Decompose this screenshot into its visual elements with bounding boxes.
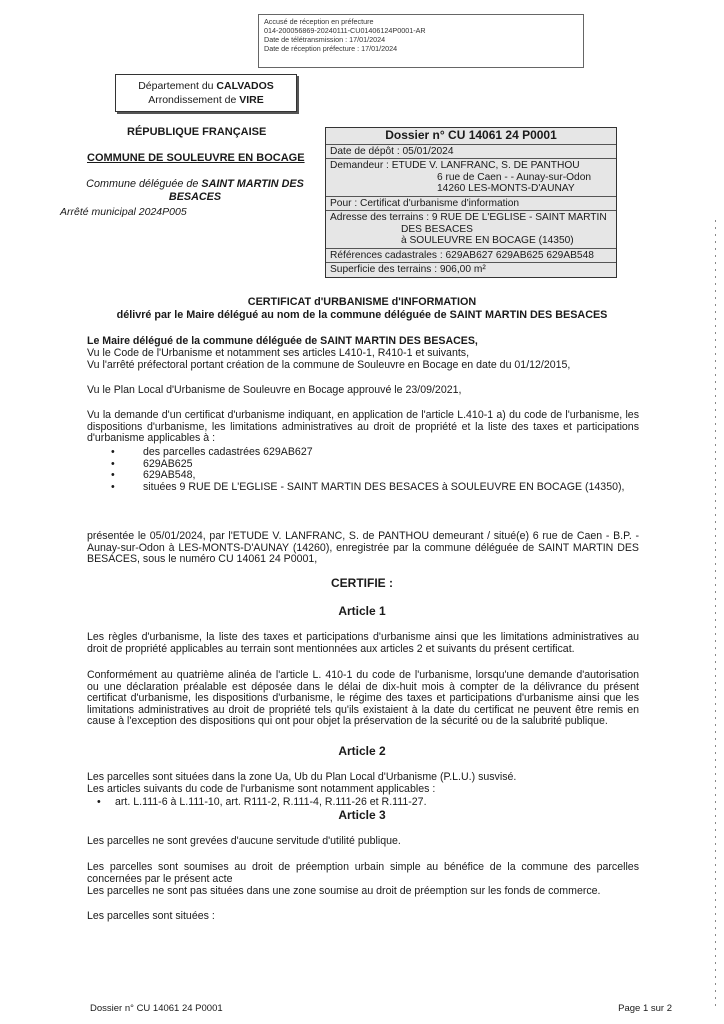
arr-prefix: Arrondissement de [148, 94, 240, 106]
vu-demande: Vu la demande d'un certificat d'urbanisme indiquant, en application de l'article L.410-1 a) du code de l'urbanisme, les dispositions d'urbanisme, les limitations administratives au droit de propriété et la liste des taxes et participations d'urbanisme applicables à : [87, 409, 639, 445]
demandeur-address: 6 rue de Caen - - Aunay-sur-Odon [437, 171, 592, 183]
article-1-para-1: Les règles d'urbanisme, la liste des taxes et participations d'urbanisme ainsi que les limitations administratives au droit de propriété applicables au terrain sont mentionnées aux articles 2 et suivants du présent certificat. [87, 631, 639, 655]
deleguee-prefix: Commune déléguée de [86, 178, 202, 190]
stamp-line: Date de réception préfecture : 17/01/2024 [264, 44, 398, 53]
terrain-address-l2: DES BESACES [401, 223, 473, 235]
dossier-number: Dossier n° CU 14061 24 P0001 [385, 128, 557, 142]
terrain-address-l3: à SOULEUVRE EN BOCAGE (14350) [401, 235, 574, 246]
article-1-heading: Article 1 [338, 604, 386, 618]
certificate-title: CERTIFICAT d'URBANISME d'INFORMATION [247, 296, 477, 308]
request-type: Pour : Certificat d'urbanisme d'information [326, 196, 616, 211]
article-3-para-1: Les parcelles ne sont grevées d'aucune servitude d'utilité publique. [87, 835, 401, 847]
list-item: • 629AB548, [111, 469, 196, 482]
republique-heading: RÉPUBLIQUE FRANÇAISE [127, 126, 267, 138]
list-item: • 629AB625 [111, 457, 193, 470]
terrain-area: Superficie des terrains : 906,00 m² [326, 262, 616, 277]
list-item: • situées 9 RUE DE L'EGLISE - SAINT MARTIN DES BESACES à SOULEUVRE EN BOCAGE (14350), [111, 480, 625, 493]
maire-line: Le Maire délégué de la commune déléguée de SAINT MARTIN DES BESACES, [87, 335, 478, 347]
article-2-para-1: Les parcelles sont situées dans la zone Ua, Ub du Plan Local d'Urbanisme (P.L.U.) susvisé. [87, 771, 517, 783]
commune-heading: COMMUNE DE SOULEUVRE EN BOCAGE [87, 152, 305, 164]
article-2-list [97, 797, 427, 809]
article-2-heading: Article 2 [338, 744, 386, 758]
department-box [115, 74, 297, 112]
dept-prefix: Département du [138, 80, 217, 92]
vu-plu: Vu le Plan Local d'Urbanisme de Souleuvre en Bocage approuvé le 23/09/2021, [87, 384, 462, 396]
article-3-para-4: Les parcelles sont situées : [87, 910, 215, 922]
arr-name: VIRE [239, 94, 264, 106]
scan-edge-line [715, 220, 716, 1010]
date-depot: Date de dépôt : 05/01/2024 [326, 144, 616, 159]
terrain-address-l1: Adresse des terrains : 9 RUE DE L'EGLISE - SAINT MARTIN [330, 212, 607, 223]
vu-arrete: Vu l'arrêté préfectoral portant création de la commune de Souleuvre en Bocage en date du 01/12/2015, [87, 359, 571, 371]
demandeur-name: Demandeur : ETUDE V. LANFRANC, S. DE PANTHOU [330, 160, 580, 171]
dossier-info-box [325, 127, 617, 278]
stamp-line: Date de télétransmission : 17/01/2024 [264, 35, 386, 44]
certifie-heading: CERTIFIE : [331, 576, 393, 590]
article-3-para-3: Les parcelles ne sont pas situées dans une zone soumise au droit de préemption sur les fonds de commerce. [87, 885, 601, 897]
terrain-address [326, 210, 616, 248]
vu-code: Vu le Code de l'Urbanisme et notamment ses articles L410-1, R410-1 et suivants, [87, 347, 470, 359]
article-1-para-2: Conformément au quatrième alinéa de l'article L. 410-1 du code de l'urbanisme, lorsqu'une demande d'autorisation ou une déclaration préalable est déposée dans le délai de dix-huit mois à compter de la délivrance du présent certificat d'urbanisme, les dispositions d'urbanisme, le régime des taxes et participations d'urbanisme ainsi que les limitations administratives au droit de propriété tels qu'ils existaient à la date du certificat ne peuvent être remis en cause à l'exception des dispositions qui ont pour objet la préservation de la sécurité ou de la salubrité publique. [87, 669, 639, 728]
cadastral-refs: Références cadastrales : 629AB627 629AB625 629AB548 [326, 248, 616, 263]
stamp-line: 014-200056869-20240111-CU01406124P0001-AR [264, 26, 426, 35]
article-3-para-2: Les parcelles sont soumises au droit de préemption urbain simple au bénéfice de la commune des parcelles concernées par le présent acte [87, 861, 639, 885]
certificate-subtitle: délivré par le Maire délégué au nom de la commune déléguée de SAINT MARTIN DES BESACES [116, 309, 608, 321]
article-3-heading: Article 3 [338, 808, 386, 822]
deleguee-name: SAINT MARTIN DES BESACES [168, 178, 304, 203]
article-2-para-2: Les articles suivants du code de l'urbanisme sont notamment applicables : [87, 783, 436, 795]
list-item: • art. L.111-6 à L.111-10, art. R111-2, R.111-4, R.111-26 et R.111-27. [97, 796, 427, 808]
commune-deleguee [82, 178, 308, 204]
arrete-number: Arrêté municipal 2024P005 [60, 206, 187, 218]
footer-dossier: Dossier n° CU 14061 24 P0001 [90, 1003, 223, 1014]
stamp-line: Accusé de réception en préfecture [264, 17, 374, 26]
demandeur-city: 14260 LES-MONTS-D'AUNAY [437, 183, 575, 194]
parcel-list [111, 447, 639, 493]
demandeur [326, 158, 616, 196]
dept-name: CALVADOS [216, 80, 274, 92]
list-item: • des parcelles cadastrées 629AB627 [111, 446, 313, 458]
presentee-paragraph: présentée le 05/01/2024, par l'ETUDE V. LANFRANC, S. de PANTHOU demeurant / situé(e) 6 rue de Caen - B.P. - Aunay-sur-Odon à LES-MONTS-D'AUNAY (14260), enregistrée par la commune déléguée de SAINT MARTIN DES BESACES, sous le numéro CU 14061 24 P0001, [87, 530, 639, 566]
footer-page-number: Page 1 sur 2 [618, 1003, 672, 1014]
prefecture-receipt-stamp [258, 14, 584, 68]
